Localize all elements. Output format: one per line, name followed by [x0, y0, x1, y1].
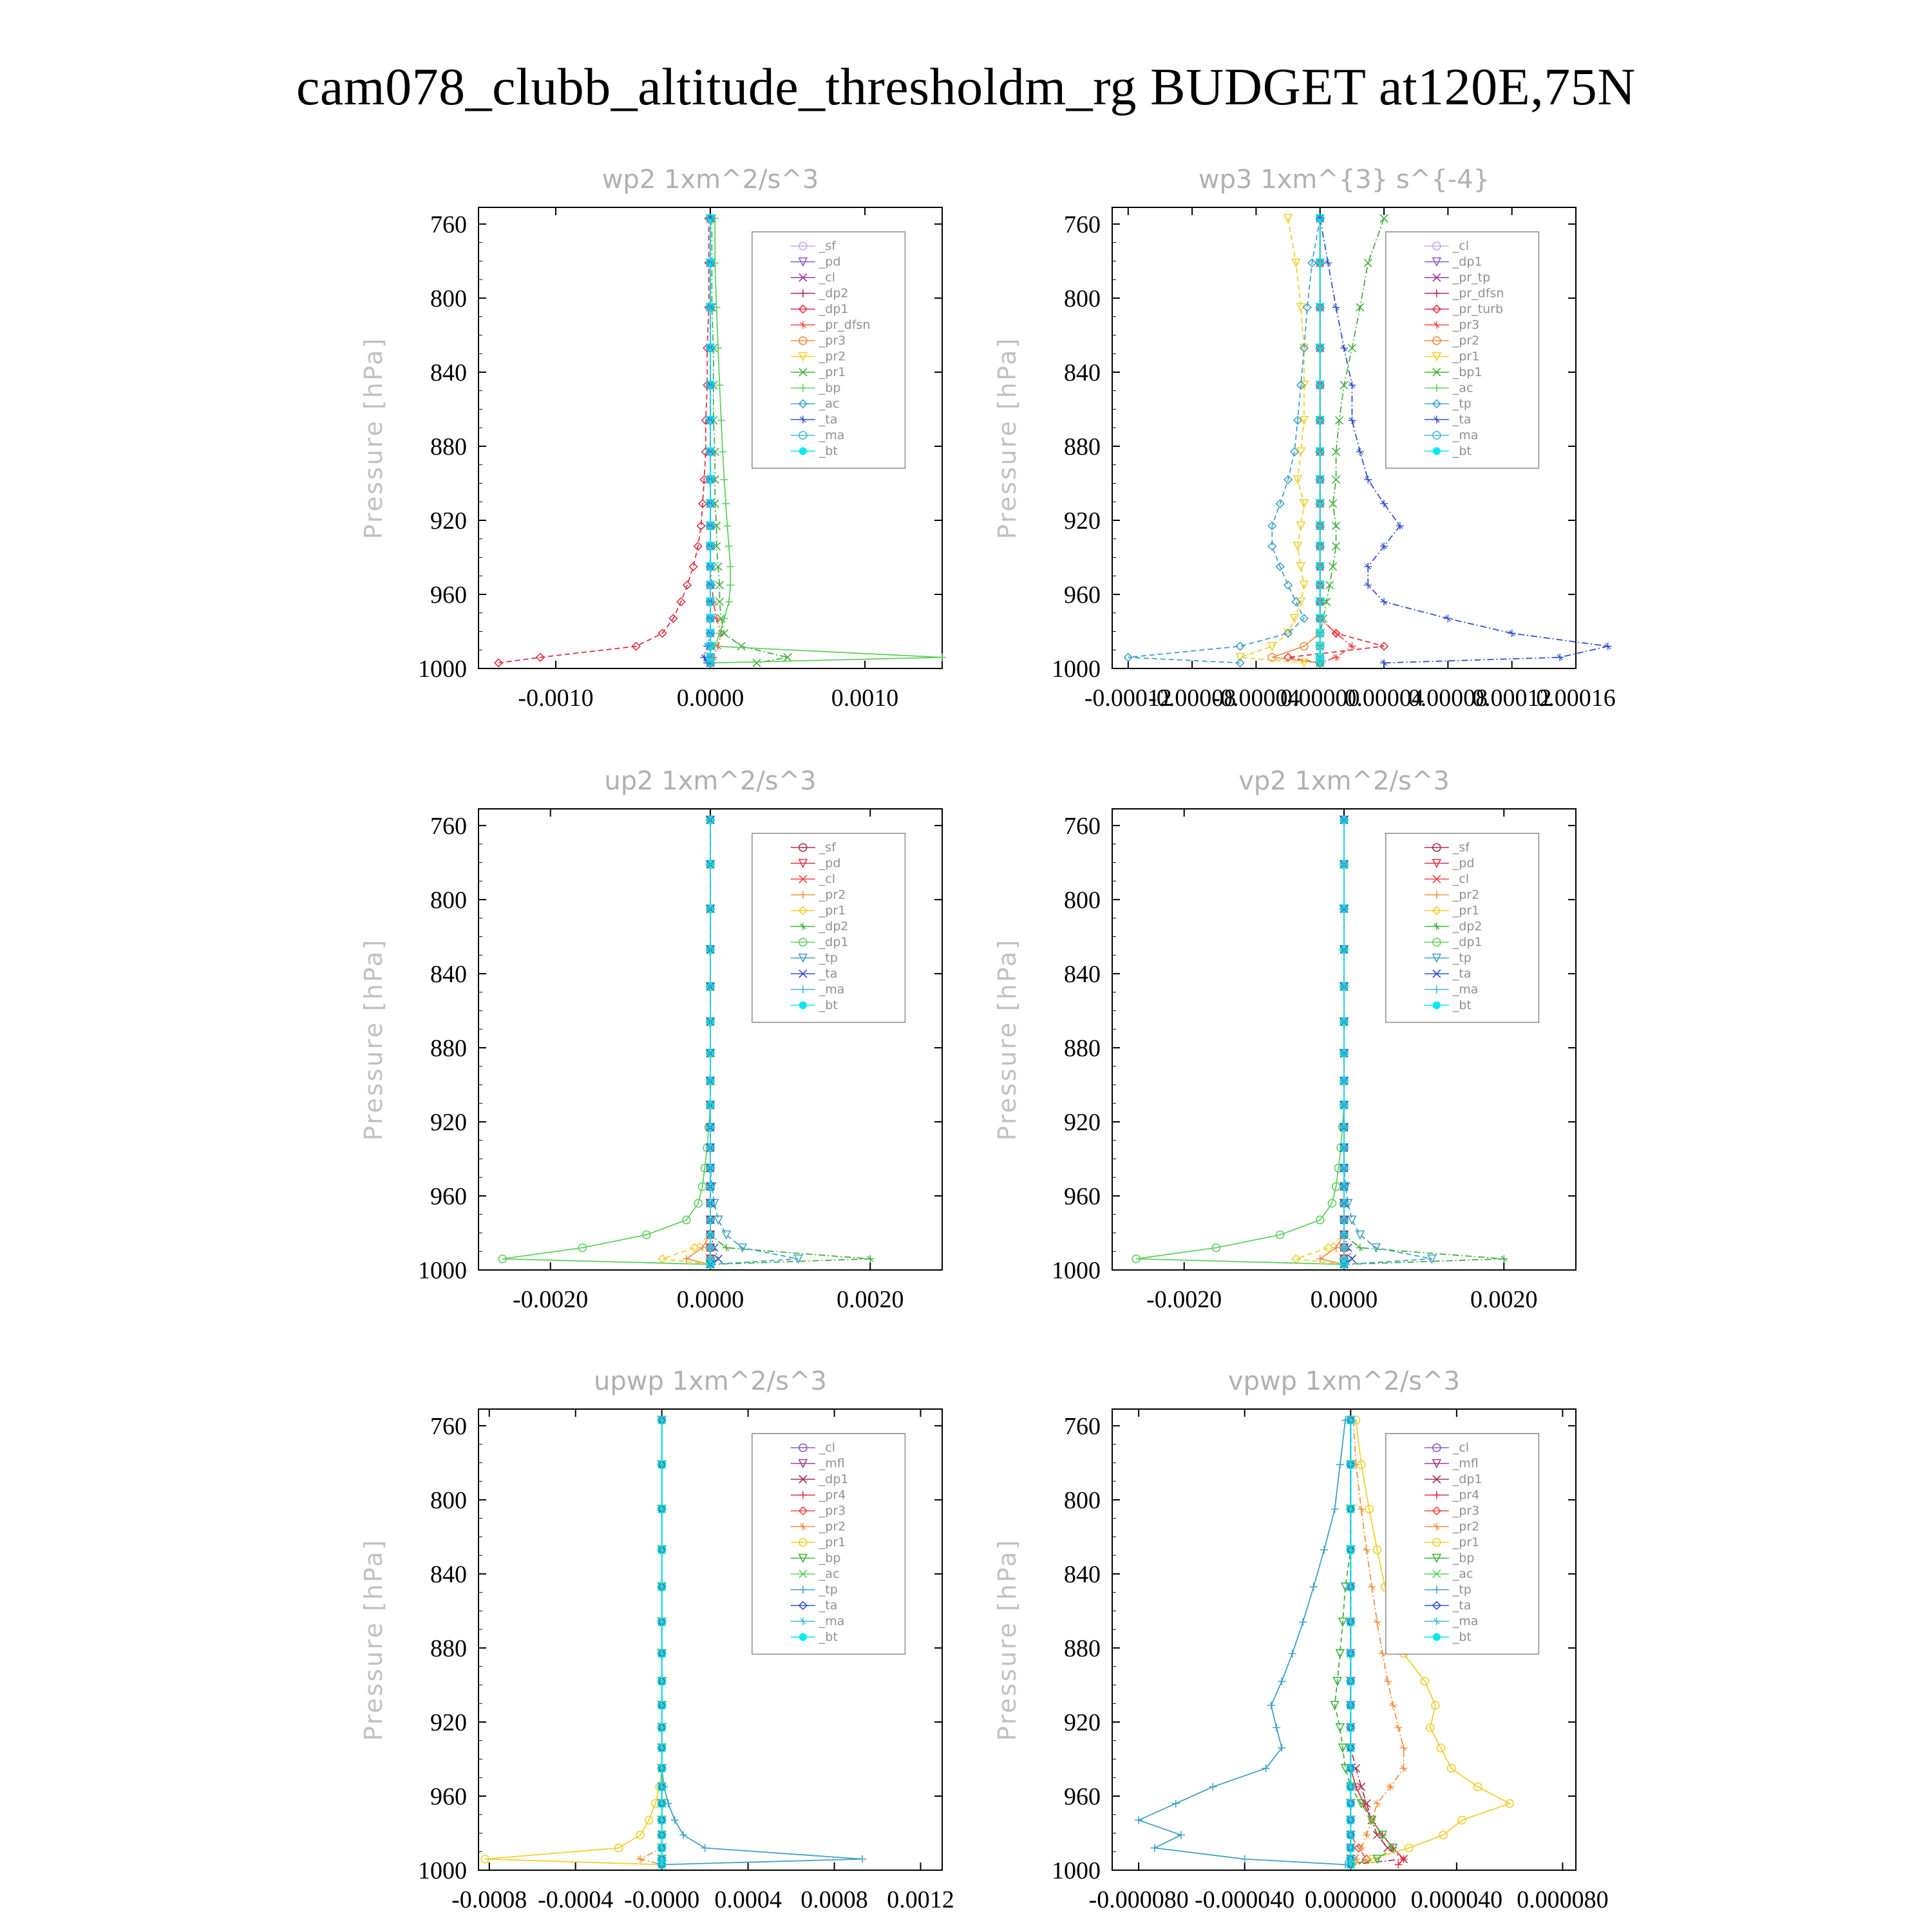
- chart-panel-1: [359, 165, 946, 712]
- y-axis-label: Pressure [hPa]: [993, 1538, 1021, 1741]
- x-tick-label: 0.0020: [837, 1286, 904, 1313]
- x-tick-label: 0.00008: [1408, 685, 1488, 712]
- chart-panel-3: [359, 766, 942, 1313]
- y-tick-label: 800: [430, 1486, 467, 1514]
- y-tick-label: 800: [430, 285, 467, 312]
- y-tick-label: 760: [1064, 1412, 1101, 1440]
- legend-label: _pr3: [819, 334, 846, 348]
- y-axis-label: Pressure [hPa]: [359, 336, 388, 540]
- legend-label: _dp1: [1452, 254, 1482, 269]
- x-tick-label: 0.00012: [1472, 685, 1552, 712]
- data-point: [1380, 214, 1388, 222]
- data-point: [1356, 448, 1364, 456]
- series-line: [502, 820, 710, 1264]
- x-tick-label: 0.00016: [1536, 685, 1616, 712]
- chart-panel-2: [993, 165, 1616, 712]
- series-bt: [1347, 1416, 1354, 1868]
- data-point: [714, 345, 722, 352]
- legend-label: _bt: [1452, 1630, 1472, 1644]
- y-tick-label: 1000: [418, 1857, 467, 1884]
- data-point: [1389, 1701, 1397, 1709]
- y-tick-label: 840: [1064, 960, 1101, 988]
- data-point: [1363, 1831, 1370, 1839]
- series-pr1: [659, 816, 714, 1268]
- x-tick-label: 0.0004: [714, 1886, 782, 1913]
- y-tick-label: 840: [1064, 359, 1101, 386]
- legend-label: _ta: [819, 412, 838, 427]
- legend-label: _ac: [819, 1567, 840, 1581]
- legend-label: _pr3: [819, 1504, 846, 1518]
- data-point: [1508, 629, 1516, 637]
- legend-label: _pr1: [1452, 904, 1480, 918]
- legend-label: _pr3: [1452, 1504, 1480, 1518]
- legend-label: _dp1: [1452, 935, 1482, 949]
- series-line: [1128, 218, 1320, 663]
- data-point: [1172, 1799, 1180, 1807]
- data-point: [725, 598, 733, 605]
- data-point: [719, 448, 726, 456]
- legend-label: _tp: [1452, 397, 1472, 411]
- y-tick-label: 760: [430, 1412, 467, 1440]
- legend-label: _sf: [819, 239, 836, 253]
- series-line: [1139, 1420, 1345, 1864]
- data-point: [722, 500, 730, 507]
- y-tick-label: 880: [430, 1634, 467, 1662]
- x-tick-label: -0.0020: [513, 1286, 589, 1313]
- series-line: [1335, 1420, 1394, 1864]
- series-line: [498, 218, 708, 663]
- series-line: [704, 218, 710, 663]
- y-tick-label: 840: [1064, 1560, 1101, 1588]
- y-tick-label: 960: [1064, 1182, 1101, 1210]
- legend-label: _dp2: [1452, 919, 1482, 934]
- data-point: [1373, 1618, 1381, 1626]
- legend-marker: [799, 1633, 807, 1641]
- chart-panel-6: [993, 1367, 1609, 1913]
- data-point: [725, 542, 733, 550]
- legend-label: _cl: [1452, 872, 1470, 886]
- legend-marker: [1433, 1001, 1441, 1009]
- data-point: [726, 563, 734, 571]
- y-tick-label: 960: [430, 1182, 467, 1210]
- legend-label: _cl: [819, 270, 836, 285]
- data-point: [1310, 1583, 1318, 1591]
- series-line: [710, 820, 718, 1264]
- series-line: [1344, 820, 1352, 1264]
- data-point: [701, 1844, 709, 1852]
- y-tick-label: 840: [430, 1560, 467, 1588]
- data-point: [1400, 1744, 1408, 1752]
- legend-label: _ta: [1452, 967, 1472, 981]
- legend-label: _ac: [1452, 1567, 1473, 1581]
- legend-label: _ma: [819, 1614, 845, 1629]
- legend-label: _bp: [819, 1551, 841, 1566]
- data-point: [699, 1244, 706, 1251]
- panel-title: wp2 1xm^2/s^3: [601, 165, 819, 194]
- data-point: [866, 1255, 874, 1263]
- legend-label: _cl: [819, 1441, 836, 1455]
- y-tick-label: 840: [430, 960, 467, 988]
- legend-label: _mfl: [1452, 1456, 1479, 1471]
- legend-label: _dp2: [819, 919, 849, 934]
- legend-label: _sf: [819, 840, 836, 855]
- y-tick-label: 920: [430, 1709, 467, 1736]
- y-axis-label: Pressure [hPa]: [993, 938, 1021, 1141]
- x-tick-label: -0.000080: [1088, 1886, 1189, 1913]
- y-tick-label: 800: [1064, 886, 1101, 914]
- data-point: [715, 629, 723, 637]
- legend-label: _pr1: [1452, 1535, 1480, 1549]
- legend-label: _bt: [819, 998, 838, 1012]
- x-tick-label: -0.0004: [538, 1886, 614, 1913]
- y-tick-label: 760: [1064, 211, 1101, 238]
- data-point: [1348, 1216, 1356, 1224]
- data-point: [1400, 1765, 1408, 1772]
- legend-label: _cl: [1452, 1441, 1470, 1455]
- y-tick-label: 1000: [1052, 1257, 1101, 1284]
- x-tick-label: 0.0000: [676, 685, 744, 712]
- x-tick-label: 0.0010: [831, 685, 899, 712]
- legend-label: _dp1: [1452, 1472, 1482, 1486]
- y-tick-label: 880: [1064, 1034, 1101, 1062]
- legend-label: _tp: [819, 1582, 838, 1597]
- chart-panel-5: [359, 1367, 954, 1913]
- series-pr1: [1293, 816, 1348, 1268]
- y-tick-label: 1000: [1052, 656, 1101, 683]
- legend-label: _pr1: [819, 1535, 846, 1549]
- y-tick-label: 840: [430, 359, 467, 386]
- figure-title: cam078_clubb_altitude_thresholdm_rg BUDGET at120E,75N: [296, 57, 1636, 116]
- legend-marker: [799, 1001, 807, 1009]
- data-point: [1348, 1255, 1356, 1263]
- legend-label: _ac: [1452, 381, 1473, 395]
- x-tick-label: -0.0010: [518, 685, 594, 712]
- data-point: [1284, 582, 1292, 589]
- y-tick-label: 760: [1064, 812, 1101, 840]
- data-point: [715, 381, 723, 389]
- data-point: [714, 1255, 722, 1263]
- data-point: [1380, 598, 1388, 605]
- panel-title: vp2 1xm^2/s^3: [1238, 766, 1450, 796]
- y-tick-label: 800: [1064, 1486, 1101, 1514]
- legend-label: _ma: [1452, 982, 1479, 997]
- data-point: [858, 1855, 866, 1863]
- legend-label: _ta: [1452, 412, 1472, 427]
- x-tick-label: 0.0000: [1310, 1286, 1378, 1313]
- legend-label: _cl: [1452, 239, 1470, 253]
- data-point: [636, 1855, 644, 1863]
- legend-label: _pr4: [819, 1488, 846, 1502]
- data-point: [1278, 1678, 1285, 1685]
- data-point: [1299, 1618, 1307, 1626]
- data-point: [1332, 303, 1340, 311]
- y-tick-label: 880: [1064, 1634, 1101, 1662]
- legend-label: _ma: [819, 982, 845, 997]
- series-pr_turb: [1284, 214, 1388, 667]
- legend-marker: [1433, 1633, 1441, 1641]
- x-tick-label: 0.0000: [676, 1286, 744, 1313]
- legend-label: _ta: [819, 1598, 838, 1613]
- data-point: [721, 476, 728, 484]
- y-tick-label: 800: [1064, 285, 1101, 312]
- series-line: [1320, 218, 1384, 663]
- series-line: [687, 820, 710, 1264]
- legend-label: _tp: [1452, 951, 1472, 965]
- x-tick-label: -0.00004: [1212, 685, 1300, 712]
- legend-label: _bp: [819, 381, 841, 395]
- legend-label: _pr_dfsn: [1452, 286, 1504, 301]
- data-point: [714, 1216, 722, 1224]
- data-point: [753, 659, 761, 667]
- series-tp: [1124, 214, 1324, 667]
- x-tick-label: -0.0008: [451, 1886, 527, 1913]
- legend-label: _pr_dfsn: [819, 317, 871, 332]
- x-tick-label: 0.0012: [887, 1886, 954, 1913]
- legend-label: _pr2: [819, 349, 846, 364]
- series-line: [1320, 218, 1352, 663]
- data-point: [1267, 1701, 1275, 1709]
- data-point: [1384, 1678, 1392, 1685]
- data-point: [1273, 1724, 1280, 1732]
- legend-label: _bt: [1452, 998, 1472, 1012]
- legend-label: _pr1: [819, 904, 846, 918]
- data-point: [1444, 614, 1452, 622]
- series-line: [640, 1420, 661, 1864]
- series-dp1: [498, 816, 714, 1268]
- x-tick-label: 0.000080: [1517, 1886, 1609, 1913]
- panel-title: wp3 1xm^{3} s^{-4}: [1198, 165, 1490, 194]
- legend-label: _pr3: [1452, 317, 1480, 332]
- legend-label: _dp1: [819, 302, 849, 316]
- y-tick-label: 920: [430, 507, 467, 535]
- data-point: [1348, 417, 1356, 424]
- data-point: [1394, 1724, 1402, 1732]
- series-bp1: [1316, 214, 1388, 667]
- series-pr2: [1268, 214, 1323, 667]
- data-point: [1340, 345, 1348, 352]
- data-point: [1358, 1844, 1365, 1852]
- y-tick-label: 800: [430, 886, 467, 914]
- data-point: [1364, 259, 1372, 267]
- x-tick-label: 0.00004: [1344, 685, 1424, 712]
- data-point: [1209, 1783, 1217, 1791]
- legend-label: _pr2: [1452, 334, 1480, 348]
- data-point: [1500, 1255, 1508, 1263]
- data-point: [723, 522, 731, 530]
- series-tp: [1135, 1416, 1349, 1868]
- series-line: [663, 820, 710, 1264]
- y-tick-label: 760: [430, 812, 467, 840]
- y-tick-label: 1000: [418, 1257, 467, 1284]
- legend-label: _bt: [1452, 444, 1472, 459]
- data-point: [1332, 654, 1340, 661]
- x-tick-label: 0.0008: [800, 1886, 868, 1913]
- legend-label: _pd: [1452, 856, 1475, 871]
- data-point: [784, 654, 791, 661]
- data-point: [1289, 1650, 1296, 1658]
- data-point: [1364, 476, 1372, 484]
- data-point: [938, 654, 946, 661]
- x-tick-label: -0.00008: [1148, 685, 1236, 712]
- data-point: [671, 1816, 679, 1824]
- series-line: [1272, 218, 1320, 663]
- data-point: [1135, 1816, 1142, 1824]
- legend-label: _pr_turb: [1452, 302, 1504, 316]
- data-point: [1364, 582, 1372, 589]
- data-point: [1332, 1244, 1340, 1251]
- y-tick-label: 880: [430, 433, 467, 460]
- data-point: [690, 563, 697, 571]
- legend-marker: [799, 448, 807, 455]
- panel-title: upwp 1xm^2/s^3: [594, 1367, 827, 1396]
- legend-label: _sf: [1452, 840, 1470, 855]
- data-point: [1380, 659, 1388, 667]
- series-bt: [658, 1416, 666, 1868]
- x-tick-label: 0.00000: [1280, 685, 1360, 712]
- legend-label: _pr1: [1452, 349, 1480, 364]
- y-tick-label: 960: [1064, 581, 1101, 609]
- data-point: [1380, 500, 1388, 507]
- legend-label: _ta: [1452, 1598, 1472, 1613]
- data-point: [717, 417, 725, 424]
- data-point: [1348, 381, 1356, 389]
- y-tick-label: 880: [430, 1034, 467, 1062]
- legend-label: _ma: [819, 428, 845, 442]
- series-line: [1296, 820, 1344, 1264]
- legend-label: _pr_tp: [1452, 270, 1491, 285]
- data-point: [1320, 1546, 1328, 1554]
- y-tick-label: 960: [1064, 1783, 1101, 1810]
- data-point: [1331, 1505, 1339, 1513]
- x-tick-label: 0.0020: [1470, 1286, 1538, 1313]
- legend-label: _bp: [1452, 1551, 1475, 1566]
- legend-marker: [1433, 448, 1441, 455]
- x-tick-label: -0.0000: [624, 1886, 700, 1913]
- series-line: [1136, 820, 1344, 1264]
- data-point: [1556, 654, 1564, 661]
- y-axis-label: Pressure [hPa]: [359, 1538, 388, 1741]
- y-tick-label: 920: [430, 1108, 467, 1136]
- data-point: [1151, 1844, 1159, 1852]
- legend-label: _pr4: [1452, 1488, 1480, 1502]
- y-tick-label: 1000: [1052, 1857, 1101, 1884]
- legend-label: _pr2: [819, 887, 846, 902]
- data-point: [1177, 1831, 1185, 1839]
- legend-label: _dp2: [819, 286, 849, 301]
- legend-label: _mfl: [819, 1456, 845, 1471]
- y-tick-label: 960: [430, 581, 467, 609]
- y-tick-label: 920: [1064, 507, 1101, 535]
- data-point: [1324, 259, 1332, 267]
- panel-title: vpwp 1xm^2/s^3: [1227, 1367, 1461, 1396]
- y-axis-label: Pressure [hPa]: [993, 336, 1021, 540]
- x-tick-label: 0.000040: [1410, 1886, 1503, 1913]
- y-tick-label: 760: [430, 211, 467, 238]
- legend-label: _ac: [819, 397, 840, 411]
- data-point: [1604, 642, 1612, 650]
- data-point: [1379, 1650, 1387, 1658]
- x-tick-label: -0.00012: [1084, 685, 1172, 712]
- legend-label: _cl: [819, 872, 836, 886]
- data-point: [1358, 1505, 1365, 1513]
- legend-label: _ma: [1452, 428, 1479, 442]
- y-tick-label: 960: [430, 1783, 467, 1810]
- data-point: [1363, 1546, 1370, 1554]
- data-point: [1336, 1461, 1344, 1468]
- legend-label: _bt: [819, 444, 838, 459]
- legend-label: _pr2: [1452, 1519, 1480, 1534]
- legend-label: _dp1: [819, 1472, 849, 1486]
- legend-label: _pd: [819, 254, 841, 269]
- legend-label: _pr1: [819, 365, 846, 379]
- data-point: [1368, 1583, 1376, 1591]
- legend-label: _ta: [819, 967, 838, 981]
- series-dp1: [495, 214, 712, 667]
- legend-label: _bp1: [1452, 365, 1482, 379]
- series-pr1: [481, 1416, 666, 1868]
- series-line: [1240, 218, 1304, 663]
- data-point: [723, 1244, 730, 1251]
- series-line: [485, 1420, 662, 1864]
- data-point: [1332, 629, 1340, 637]
- legend-label: _ma: [1452, 1614, 1479, 1629]
- x-tick-label: 0.000000: [1305, 1886, 1397, 1913]
- legend-label: _pr2: [1452, 887, 1480, 902]
- y-tick-label: 1000: [418, 656, 467, 683]
- legend-label: _tp: [1452, 1582, 1472, 1597]
- data-point: [1356, 1244, 1364, 1251]
- x-tick-label: -0.000040: [1195, 1886, 1295, 1913]
- legend-label: _bt: [819, 1630, 838, 1644]
- y-tick-label: 920: [1064, 1108, 1101, 1136]
- data-point: [726, 582, 734, 589]
- series-line: [1320, 820, 1344, 1264]
- panel-title: up2 1xm^2/s^3: [604, 766, 817, 796]
- series-dp1: [1132, 816, 1348, 1268]
- x-tick-label: -0.0020: [1146, 1286, 1222, 1313]
- data-point: [679, 1831, 687, 1839]
- y-tick-label: 880: [1064, 433, 1101, 460]
- data-point: [737, 642, 745, 650]
- legend-label: _dp1: [819, 935, 849, 949]
- y-tick-label: 920: [1064, 1709, 1101, 1736]
- data-point: [1241, 1855, 1249, 1863]
- legend-label: _tp: [819, 951, 838, 965]
- chart-panel-4: [993, 766, 1576, 1313]
- legend-label: _pd: [819, 856, 841, 871]
- y-axis-label: Pressure [hPa]: [359, 938, 388, 1141]
- legend-label: _pr2: [819, 1519, 846, 1534]
